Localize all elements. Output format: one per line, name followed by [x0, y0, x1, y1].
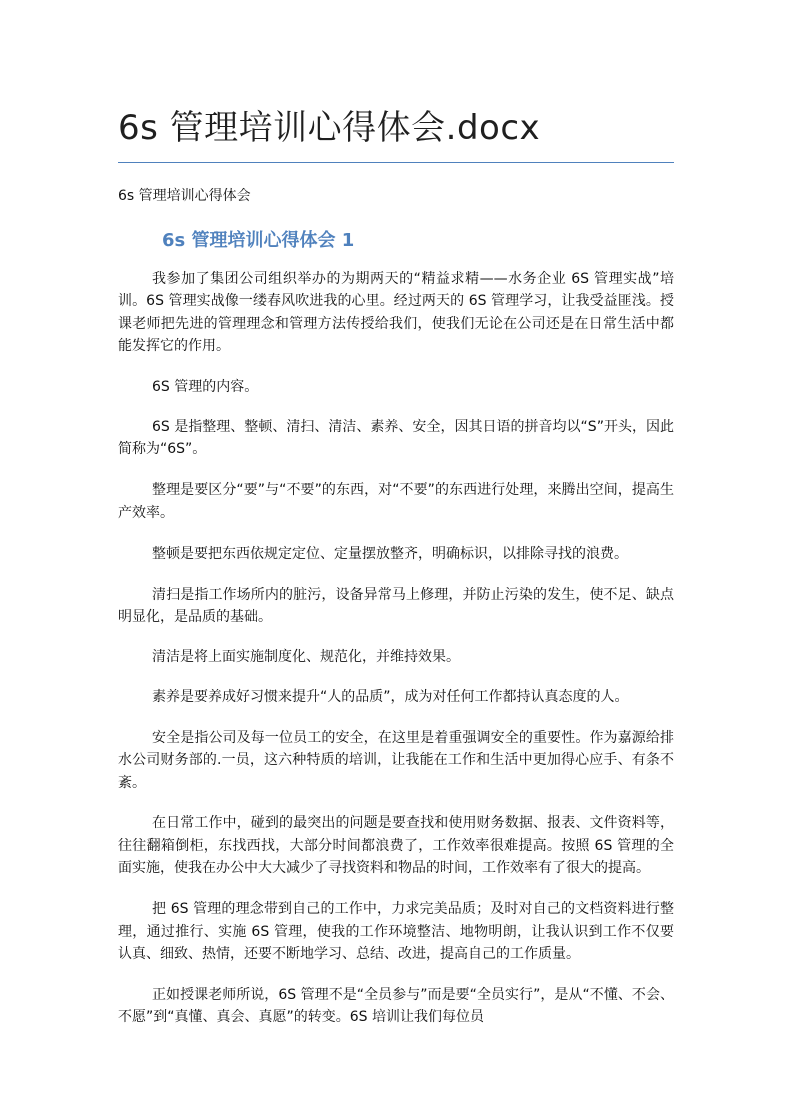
paragraph-daily-work: 在日常工作中，碰到的最突出的问题是要查找和使用财务数据、报表、文件资料等，往往翻箱倒柜，东找西找，大部分时间都浪费了，工作效率很难提高。按照 6S 管理的全面实施，使我在办公中大大减少了寻找资料和物品的时间，工作效率有了很大的提高。: [118, 815, 674, 877]
document-title: 6s 管理培训心得体会.docx: [118, 108, 541, 148]
paragraph-seiton: 整顿是要把东西依规定定位、定量摆放整齐，明确标识，以排除寻找的浪费。: [152, 545, 628, 562]
paragraph-intro: 我参加了集团公司组织举办的为期两天的“精益求精——水务企业 6S 管理实战”培训。6S 管理实战像一缕春风吹进我的心里。经过两天的 6S 管理学习，让我受益匪浅。授课老师把先进的管理理念和管理方法传授给我们，使我们无论在公司还是在日常生活中都能发挥它的作用。: [118, 271, 674, 355]
paragraph-seiketsu: 清洁是将上面实施制度化、规范化，并维持效果。: [152, 648, 460, 665]
title-divider: [118, 162, 674, 163]
paragraph-apply-6s: 把 6S 管理的理念带到自己的工作中，力求完美品质；及时对自己的文档资料进行整理，通过推行、实施 6S 管理，使我的工作环境整洁、地物明朗，让我认识到工作不仅要认真、细致、热情，还要不断地学习、总结、改进，提高自己的工作质量。: [118, 901, 674, 962]
paragraph-seiri: 整理是要区分“要”与“不要”的东西，对“不要”的东西进行处理，来腾出空间，提高生产效率。: [118, 482, 674, 521]
section-heading: 6s 管理培训心得体会 1: [162, 230, 355, 251]
document-subtitle: 6s 管理培训心得体会: [118, 188, 251, 204]
document-body: [118, 268, 674, 1047]
paragraph-content-label: 6S 管理的内容。: [152, 379, 259, 396]
paragraph-6s-definition: 6S 是指整理、整顿、清扫、清洁、素养、安全，因其日语的拼音均以“S”开头，因此简称为“6S”。: [118, 419, 674, 458]
paragraph-conclusion: 正如授课老师所说，6S 管理不是“全员参与”而是要“全员实行”，是从“不懂、不会、不愿”到“真懂、真会、真愿”的转变。6S 培训让我们每位员: [118, 986, 674, 1026]
paragraph-shitsuke: 素养是要养成好习惯来提升“人的品质”，成为对任何工作都持认真态度的人。: [152, 688, 629, 705]
paragraph-seiso: 清扫是指工作场所内的脏污，设备异常马上修理，并防止污染的发生，使不足、缺点明显化，是品质的基础。: [118, 586, 674, 625]
paragraph-safety: 安全是指公司及每一位员工的安全，在这里是着重强调安全的重要性。作为嘉源给排水公司财务部的.一员，这六种特质的培训，让我能在工作和生活中更加得心应手、有条不紊。: [118, 729, 674, 791]
